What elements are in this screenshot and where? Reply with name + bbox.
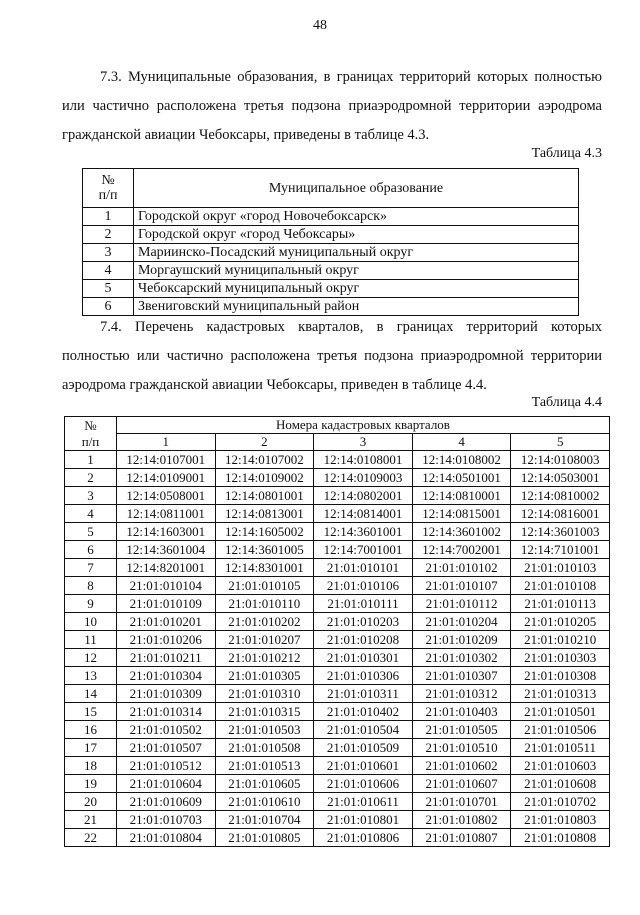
cadastral-number-cell: 21:01:010606 [314, 775, 413, 793]
table-row [65, 739, 610, 757]
cadastral-number-cell: 21:01:010806 [314, 829, 413, 847]
table-row [65, 469, 610, 487]
table-row [65, 613, 610, 631]
table-row [83, 208, 579, 226]
table-4-3-body [83, 208, 579, 316]
cadastral-number-cell: 21:01:010608 [511, 775, 610, 793]
table-row [65, 631, 610, 649]
table-row [65, 703, 610, 721]
cadastral-number-cell: 21:01:010512 [117, 757, 216, 775]
cadastral-number-cell: 21:01:010314 [117, 703, 216, 721]
cadastral-number-cell: 12:14:3601003 [511, 523, 610, 541]
cadastral-number-cell: 21:01:010110 [215, 595, 314, 613]
cadastral-number-cell: 21:01:010502 [117, 721, 216, 739]
cadastral-number-cell: 21:01:010503 [215, 721, 314, 739]
row-number: 3 [65, 487, 117, 505]
municipality-name: Городской округ «город Чебоксары» [134, 226, 579, 244]
cadastral-number-cell: 12:14:3601004 [117, 541, 216, 559]
row-number: 13 [65, 667, 117, 685]
cadastral-number-cell: 21:01:010501 [511, 703, 610, 721]
cadastral-number-cell: 21:01:010212 [215, 649, 314, 667]
cadastral-number-cell: 21:01:010505 [412, 721, 511, 739]
cadastral-number-cell: 21:01:010611 [314, 793, 413, 811]
cadastral-number-cell: 21:01:010508 [215, 739, 314, 757]
row-number: 14 [65, 685, 117, 703]
cadastral-number-cell: 21:01:010807 [412, 829, 511, 847]
cadastral-number-cell: 12:14:1603001 [117, 523, 216, 541]
table-row [65, 721, 610, 739]
table-4-4-caption: Таблица 4.4 [531, 395, 602, 410]
table-row [65, 577, 610, 595]
cadastral-number-cell: 12:14:0810001 [412, 487, 511, 505]
table-4-3-header-row [83, 169, 579, 208]
cadastral-number-cell: 12:14:0108003 [511, 451, 610, 469]
cadastral-number-cell: 21:01:010304 [117, 667, 216, 685]
table-4-3-caption: Таблица 4.3 [531, 146, 602, 161]
cadastral-number-cell: 21:01:010105 [215, 577, 314, 595]
row-number: 20 [65, 793, 117, 811]
row-number: 1 [83, 208, 134, 226]
row-number: 12 [65, 649, 117, 667]
cadastral-number-cell: 21:01:010113 [511, 595, 610, 613]
column-header-number [83, 169, 134, 208]
row-number: 15 [65, 703, 117, 721]
cadastral-number-cell: 12:14:3601005 [215, 541, 314, 559]
municipality-name: Звениговский муниципальный район [134, 298, 579, 316]
row-number: 3 [83, 244, 134, 262]
row-number: 10 [65, 613, 117, 631]
cadastral-number-cell: 12:14:0109003 [314, 469, 413, 487]
cadastral-number-cell: 21:01:010704 [215, 811, 314, 829]
table-row [65, 523, 610, 541]
cadastral-number-cell: 21:01:010112 [412, 595, 511, 613]
table-row [83, 226, 579, 244]
cadastral-number-cell: 21:01:010201 [117, 613, 216, 631]
column-group-header-cadastral-numbers: Номера кадастровых кварталов [117, 417, 610, 434]
cadastral-number-cell: 12:14:0816001 [511, 505, 610, 523]
cadastral-number-cell: 21:01:010203 [314, 613, 413, 631]
paragraph-7-4-text: 7.4. Перечень кадастровых кварталов, в границах территорий которых полностью или частично расположена третья подзона приаэродромной территории аэродрома гражданской авиации Чебоксары, приведен в таблице 4.4. [62, 319, 602, 393]
cadastral-number-cell: 21:01:010504 [314, 721, 413, 739]
paragraph-7-3 [62, 63, 602, 150]
table-row [65, 667, 610, 685]
cadastral-number-cell: 21:01:010107 [412, 577, 511, 595]
cadastral-number-cell: 21:01:010602 [412, 757, 511, 775]
cadastral-number-cell: 21:01:010101 [314, 559, 413, 577]
cadastral-number-cell: 21:01:010205 [511, 613, 610, 631]
cadastral-number-cell: 21:01:010302 [412, 649, 511, 667]
cadastral-number-cell: 12:14:0814001 [314, 505, 413, 523]
column-number-4: 4 [412, 434, 511, 451]
paragraph-7-4 [62, 313, 602, 400]
cadastral-number-cell: 21:01:010206 [117, 631, 216, 649]
cadastral-number-cell: 21:01:010802 [412, 811, 511, 829]
table-row [65, 559, 610, 577]
cadastral-number-cell: 12:14:0810002 [511, 487, 610, 505]
table-row [83, 244, 579, 262]
cadastral-number-cell: 12:14:0501001 [412, 469, 511, 487]
row-number: 18 [65, 757, 117, 775]
cadastral-number-cell: 21:01:010605 [215, 775, 314, 793]
table-row [65, 505, 610, 523]
table-row [65, 793, 610, 811]
cadastral-number-cell: 21:01:010511 [511, 739, 610, 757]
cadastral-number-cell: 21:01:010609 [117, 793, 216, 811]
column-header-number-line2: п/п [98, 188, 118, 203]
municipality-name: Мариинско-Посадский муниципальный округ [134, 244, 579, 262]
cadastral-number-cell: 21:01:010111 [314, 595, 413, 613]
table-4-3 [82, 168, 579, 316]
table-row [65, 541, 610, 559]
cadastral-number-cell: 21:01:010312 [412, 685, 511, 703]
cadastral-number-cell: 21:01:010805 [215, 829, 314, 847]
row-number: 7 [65, 559, 117, 577]
column-number-3: 3 [314, 434, 413, 451]
cadastral-number-cell: 21:01:010106 [314, 577, 413, 595]
cadastral-number-cell: 21:01:010701 [412, 793, 511, 811]
row-number: 5 [83, 280, 134, 298]
cadastral-number-cell: 21:01:010509 [314, 739, 413, 757]
cadastral-number-cell: 21:01:010311 [314, 685, 413, 703]
cadastral-number-cell: 12:14:7002001 [412, 541, 511, 559]
cadastral-number-cell: 21:01:010208 [314, 631, 413, 649]
column-header-municipality: Муниципальное образование [134, 169, 579, 208]
cadastral-number-cell: 21:01:010303 [511, 649, 610, 667]
cadastral-number-cell: 12:14:8301001 [215, 559, 314, 577]
column-header-number-line1: № [101, 173, 115, 188]
cadastral-number-cell: 21:01:010204 [412, 613, 511, 631]
cadastral-number-cell: 12:14:8201001 [117, 559, 216, 577]
cadastral-number-cell: 21:01:010108 [511, 577, 610, 595]
cadastral-number-cell: 21:01:010102 [412, 559, 511, 577]
column-header-number-line1: № [84, 417, 97, 433]
table-row [65, 451, 610, 469]
cadastral-number-cell: 12:14:0802001 [314, 487, 413, 505]
row-number: 11 [65, 631, 117, 649]
cadastral-number-cell: 21:01:010507 [117, 739, 216, 757]
cadastral-number-cell: 12:14:7101001 [511, 541, 610, 559]
cadastral-number-cell: 21:01:010506 [511, 721, 610, 739]
cadastral-number-cell: 21:01:010109 [117, 595, 216, 613]
row-number: 6 [83, 298, 134, 316]
cadastral-number-cell: 21:01:010610 [215, 793, 314, 811]
cadastral-number-cell: 12:14:0508001 [117, 487, 216, 505]
page-number: 48 [313, 18, 327, 33]
table-4-4 [64, 416, 610, 847]
table-row [65, 685, 610, 703]
column-number-5: 5 [511, 434, 610, 451]
cadastral-number-cell: 21:01:010801 [314, 811, 413, 829]
cadastral-number-cell: 12:14:3601002 [412, 523, 511, 541]
cadastral-number-cell: 21:01:010808 [511, 829, 610, 847]
cadastral-number-cell: 21:01:010308 [511, 667, 610, 685]
cadastral-number-cell: 21:01:010703 [117, 811, 216, 829]
cadastral-number-cell: 21:01:010607 [412, 775, 511, 793]
cadastral-number-cell: 21:01:010309 [117, 685, 216, 703]
column-number-1: 1 [117, 434, 216, 451]
cadastral-number-cell: 21:01:010604 [117, 775, 216, 793]
column-header-number-line2: п/п [81, 433, 100, 449]
table-row [65, 829, 610, 847]
cadastral-number-cell: 12:14:0108001 [314, 451, 413, 469]
cadastral-number-cell: 21:01:010209 [412, 631, 511, 649]
row-number: 21 [65, 811, 117, 829]
cadastral-number-cell: 12:14:0109002 [215, 469, 314, 487]
row-number: 5 [65, 523, 117, 541]
table-row [65, 649, 610, 667]
table-row [65, 595, 610, 613]
cadastral-number-cell: 12:14:0107001 [117, 451, 216, 469]
cadastral-number-cell: 21:01:010804 [117, 829, 216, 847]
row-number: 8 [65, 577, 117, 595]
table-4-4-body [65, 451, 610, 847]
table-row [83, 280, 579, 298]
row-number: 2 [65, 469, 117, 487]
municipality-name: Моргаушский муниципальный округ [134, 262, 579, 280]
cadastral-number-cell: 21:01:010103 [511, 559, 610, 577]
table-row [65, 775, 610, 793]
municipality-name: Городской округ «город Новочебоксарск» [134, 208, 579, 226]
cadastral-number-cell: 12:14:0108002 [412, 451, 511, 469]
cadastral-number-cell: 21:01:010301 [314, 649, 413, 667]
cadastral-number-cell: 21:01:010603 [511, 757, 610, 775]
cadastral-number-cell: 12:14:0503001 [511, 469, 610, 487]
table-row [65, 757, 610, 775]
row-number: 19 [65, 775, 117, 793]
cadastral-number-cell: 21:01:010307 [412, 667, 511, 685]
cadastral-number-cell: 21:01:010207 [215, 631, 314, 649]
cadastral-number-cell: 12:14:0815001 [412, 505, 511, 523]
row-number: 9 [65, 595, 117, 613]
cadastral-number-cell: 21:01:010310 [215, 685, 314, 703]
cadastral-number-cell: 21:01:010315 [215, 703, 314, 721]
table-row [65, 811, 610, 829]
row-number: 16 [65, 721, 117, 739]
row-number: 6 [65, 541, 117, 559]
paragraph-7-3-text: 7.3. Муниципальные образования, в границах территорий которых полностью или частично расположена третья подзона приаэродромной территории аэродрома гражданской авиации Чебоксары, приведены в таблице 4.3. [62, 69, 602, 143]
row-number: 4 [83, 262, 134, 280]
row-number: 22 [65, 829, 117, 847]
column-header-number [65, 417, 117, 451]
table-4-4-header-row-1 [65, 417, 610, 434]
cadastral-number-cell: 12:14:0109001 [117, 469, 216, 487]
cadastral-number-cell: 21:01:010702 [511, 793, 610, 811]
cadastral-number-cell: 21:01:010211 [117, 649, 216, 667]
cadastral-number-cell: 21:01:010803 [511, 811, 610, 829]
table-row [65, 487, 610, 505]
municipality-name: Чебоксарский муниципальный округ [134, 280, 579, 298]
cadastral-number-cell: 12:14:0107002 [215, 451, 314, 469]
cadastral-number-cell: 12:14:0811001 [117, 505, 216, 523]
table-row [83, 262, 579, 280]
cadastral-number-cell: 21:01:010306 [314, 667, 413, 685]
column-number-2: 2 [215, 434, 314, 451]
cadastral-number-cell: 21:01:010313 [511, 685, 610, 703]
cadastral-number-cell: 12:14:7001001 [314, 541, 413, 559]
row-number: 2 [83, 226, 134, 244]
cadastral-number-cell: 12:14:3601001 [314, 523, 413, 541]
table-4-4-header-row-2 [65, 434, 610, 451]
cadastral-number-cell: 12:14:1605002 [215, 523, 314, 541]
cadastral-number-cell: 21:01:010202 [215, 613, 314, 631]
cadastral-number-cell: 12:14:0813001 [215, 505, 314, 523]
cadastral-number-cell: 21:01:010402 [314, 703, 413, 721]
cadastral-number-cell: 21:01:010104 [117, 577, 216, 595]
row-number: 4 [65, 505, 117, 523]
cadastral-number-cell: 21:01:010601 [314, 757, 413, 775]
cadastral-number-cell: 21:01:010403 [412, 703, 511, 721]
cadastral-number-cell: 12:14:0801001 [215, 487, 314, 505]
cadastral-number-cell: 21:01:010210 [511, 631, 610, 649]
cadastral-number-cell: 21:01:010305 [215, 667, 314, 685]
cadastral-number-cell: 21:01:010513 [215, 757, 314, 775]
row-number: 17 [65, 739, 117, 757]
cadastral-number-cell: 21:01:010510 [412, 739, 511, 757]
row-number: 1 [65, 451, 117, 469]
